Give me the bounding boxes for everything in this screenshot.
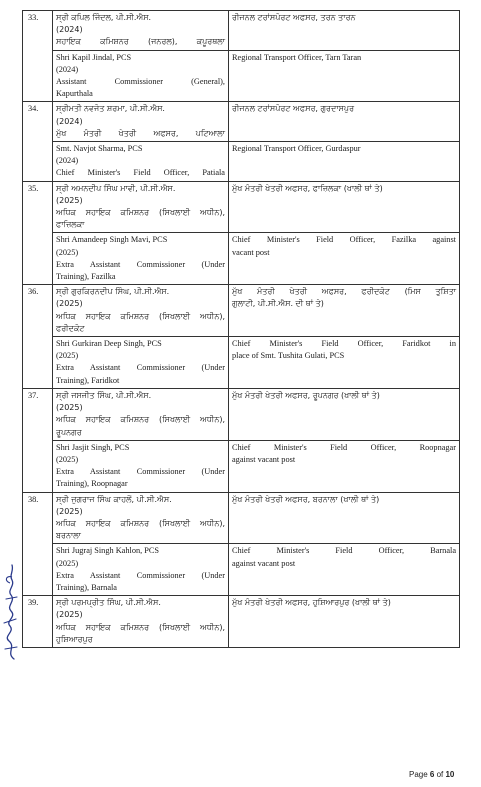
new-posting-punjabi [229, 11, 460, 51]
new-posting-english-line: against vacant post [232, 454, 296, 464]
new-posting-punjabi [229, 285, 460, 337]
officer-name-punjabi-line: ਹੁਸ਼ਿਆਰਪੁਰ [56, 634, 93, 644]
officer-name-punjabi-line: (2024) [56, 116, 83, 126]
officer-name-punjabi [53, 596, 229, 648]
officer-name-punjabi [53, 388, 229, 440]
serial-number: 38. [23, 492, 53, 596]
officer-name-english-line: Shri Gurkiran Deep Singh, PCS [56, 339, 162, 349]
new-posting-english [229, 440, 460, 492]
officer-name-punjabi [53, 285, 229, 337]
new-posting-english-line: Chief Minister's Field Officer, Barnala [232, 546, 456, 556]
officer-name-english [53, 440, 229, 492]
officer-name-english-line: Shri Kapil Jindal, PCS [56, 52, 132, 62]
officer-name-punjabi [53, 11, 229, 51]
new-posting-punjabi-line: ਮੁੱਖ ਮੰਤਰੀ ਖੇਤਰੀ ਅਫਸਰ, ਫਾਜ਼ਿਲਕਾ (ਖਾਲੀ ਥਾਂ ਤੇ) [232, 183, 383, 193]
new-posting-punjabi-line: ਮੁੱਖ ਮੰਤਰੀ ਖੇਤਰੀ ਅਫਸਰ, ਬਰਨਾਲਾ (ਖਾਲੀ ਥਾਂ ਤੇ) [232, 494, 380, 504]
table-row [23, 492, 460, 544]
officer-name-punjabi-line: ਅਧਿਕ ਸਹਾਇਕ ਕਮਿਸ਼ਨਰ (ਸਿਖਲਾਈ ਅਧੀਨ), [56, 208, 225, 218]
table-row [23, 142, 460, 182]
officer-name-punjabi-line: (2025) [56, 506, 83, 516]
new-posting-english [229, 50, 460, 102]
officer-name-english-line: (2025) [56, 247, 79, 257]
new-posting-english-line: Chief Minister's Field Officer, Fazilka against [232, 235, 456, 245]
new-posting-english [229, 233, 460, 285]
officer-name-english-line: (2025) [56, 558, 79, 568]
officer-name-english [53, 50, 229, 102]
new-posting-english [229, 544, 460, 596]
officer-name-english-line: Extra Assistant Commissioner (Under [56, 467, 225, 477]
new-posting-punjabi-line: ਮੁੱਖ ਮੰਤਰੀ ਖੇਤਰੀ ਅਫਸਰ, ਫਰੀਦਕੋਟ (ਮਿਸ ਤੁਸ਼ਿਤਾ [232, 287, 456, 297]
new-posting-punjabi-line: ਰੀਜਨਲ ਟਰਾਂਸਪੋਰਟ ਅਫਸਰ, ਗੁਰਦਾਸਪੁਰ [232, 104, 355, 114]
officer-name-english-line: Training), Barnala [56, 582, 117, 592]
table-row [23, 544, 460, 596]
officer-name-punjabi-line: (2025) [56, 403, 83, 413]
officer-name-english-line: (2025) [56, 454, 79, 464]
serial-number: 36. [23, 285, 53, 389]
new-posting-punjabi-line: ਗੁਲਾਟੀ, ਪੀ.ਸੀ.ਐਸ. ਦੀ ਥਾਂ ਤੇ) [232, 299, 324, 309]
officer-name-english-line: Assistant Commissioner (General), [56, 77, 225, 87]
officer-name-punjabi-line: ਸ੍ਰੀ ਜਸਜੀਤ ਸਿੰਘ, ਪੀ.ਸੀ.ਐਸ. [56, 390, 152, 400]
new-posting-punjabi-line: ਰੀਜਨਲ ਟਰਾਂਸਪੋਰਟ ਅਫਸਰ, ਤਰਨ ਤਾਰਨ [232, 13, 356, 22]
table-row [23, 337, 460, 389]
officer-name-punjabi-line: ਸ੍ਰੀ ਜੁਗਰਾਜ ਸਿੰਘ ਕਾਹਲੋਂ, ਪੀ.ਸੀ.ਐਸ. [56, 494, 172, 504]
table-row [23, 11, 460, 51]
officer-name-english-line: Smt. Navjot Sharma, PCS [56, 144, 143, 154]
officer-name-english-line: Kapurthala [56, 89, 93, 99]
officer-name-english-line: Training), Roopnagar [56, 479, 128, 489]
table-row [23, 181, 460, 233]
officer-name-punjabi-line: ਸ੍ਰੀ ਕਪਿਲ ਜਿੰਦਲ, ਪੀ.ਸੀ.ਐਸ. [56, 13, 152, 22]
officer-name-punjabi-line: ਫਾਜ਼ਿਲਕਾ [56, 220, 85, 230]
officer-name-punjabi-line: ਸ੍ਰੀ ਗੁਰਕਿਰਨਦੀਪ ਸਿੰਘ, ਪੀ.ਸੀ.ਐਸ. [56, 287, 170, 297]
serial-number: 37. [23, 388, 53, 492]
officer-name-english [53, 142, 229, 182]
total-pages: 10 [445, 770, 455, 779]
officer-name-punjabi-line: ਅਧਿਕ ਸਹਾਇਕ ਕਮਿਸ਼ਨਰ (ਸਿਖਲਾਈ ਅਧੀਨ), [56, 622, 225, 632]
officer-name-english-line: Training), Faridkot [56, 375, 120, 385]
table-row [23, 440, 460, 492]
new-posting-english-line: Chief Minister's Field Officer, Roopnagar [232, 442, 456, 452]
officer-name-punjabi [53, 102, 229, 142]
new-posting-punjabi [229, 596, 460, 648]
new-posting-english-line: Regional Transport Officer, Tarn Taran [232, 52, 362, 62]
officer-name-punjabi-line: (2025) [56, 195, 83, 205]
officer-name-english [53, 337, 229, 389]
new-posting-punjabi [229, 492, 460, 544]
officer-name-punjabi-line: ਸਹਾਇਕ ਕਮਿਸ਼ਨਰ (ਜਨਰਲ), ਕਪੂਰਥਲਾ [56, 37, 225, 47]
new-posting-punjabi [229, 181, 460, 233]
officer-name-english-line: Shri Jasjit Singh, PCS [56, 442, 130, 452]
table-row [23, 596, 460, 648]
serial-number: 35. [23, 181, 53, 285]
table-row [23, 233, 460, 285]
new-posting-english [229, 142, 460, 182]
handwritten-signature-icon [0, 553, 22, 663]
table-row [23, 285, 460, 337]
officer-name-punjabi-line: (2024) [56, 25, 83, 35]
officer-name-punjabi [53, 181, 229, 233]
new-posting-english-line: place of Smt. Tushita Gulati, PCS [232, 351, 345, 361]
officer-name-english-line: Shri Jugraj Singh Kahlon, PCS [56, 546, 160, 556]
serial-number: 39. [23, 596, 53, 648]
new-posting-punjabi [229, 102, 460, 142]
officer-name-english-line: (2025) [56, 351, 79, 361]
officer-name-punjabi-line: ਸ੍ਰੀ ਪਰਮਪ੍ਰੀਤ ਸਿੰਘ, ਪੀ.ਸੀ.ਐਸ. [56, 598, 161, 608]
officer-name-english [53, 544, 229, 596]
page-number [409, 770, 454, 779]
table-row [23, 50, 460, 102]
table-row [23, 388, 460, 440]
new-posting-english-line: against vacant post [232, 558, 296, 568]
officer-name-punjabi-line: (2025) [56, 610, 83, 620]
new-posting-english-line: Regional Transport Officer, Gurdaspur [232, 144, 361, 154]
page-prefix: Page [409, 770, 430, 779]
serial-number: 33. [23, 11, 53, 102]
new-posting-english-line: vacant post [232, 247, 270, 257]
new-posting-punjabi-line: ਮੁੱਖ ਮੰਤਰੀ ਖੇਤਰੀ ਅਫਸਰ, ਰੂਪਨਗਰ (ਖਾਲੀ ਥਾਂ ਤੇ) [232, 390, 380, 400]
officer-name-punjabi-line: ਬਰਨਾਲਾ [56, 531, 81, 541]
officer-name-english-line: Chief Minister's Field Officer, Patiala [56, 168, 225, 178]
new-posting-punjabi [229, 388, 460, 440]
officer-name-english [53, 233, 229, 285]
officer-name-punjabi-line: ਸ੍ਰੀਮਤੀ ਨਵਜੋਤ ਸ਼ਰਮਾ, ਪੀ.ਸੀ.ਐਸ. [56, 104, 165, 114]
new-posting-english [229, 337, 460, 389]
officer-name-punjabi-line: ਫਰੀਦਕੋਟ [56, 323, 85, 333]
officer-name-english-line: (2024) [56, 64, 79, 74]
officer-name-punjabi-line: ਸ੍ਰੀ ਅਮਨਦੀਪ ਸਿੰਘ ਮਾਵੀ, ਪੀ.ਸੀ.ਐਸ. [56, 183, 176, 193]
officer-name-punjabi-line: ਅਧਿਕ ਸਹਾਇਕ ਕਮਿਸ਼ਨਰ (ਸਿਖਲਾਈ ਅਧੀਨ), [56, 518, 225, 528]
current-page: 6 [429, 770, 435, 779]
officer-transfer-table [22, 10, 460, 648]
officer-name-english-line: Training), Fazilka [56, 272, 116, 282]
officer-name-punjabi-line: (2025) [56, 299, 83, 309]
officer-name-punjabi-line: ਅਧਿਕ ਸਹਾਇਕ ਕਮਿਸ਼ਨਰ (ਸਿਖਲਾਈ ਅਧੀਨ), [56, 415, 225, 425]
page-of: of [434, 770, 446, 779]
officer-name-punjabi-line: ਮੁੱਖ ਮੰਤਰੀ ਖੇਤਰੀ ਅਫਸਰ, ਪਟਿਆਲਾ [56, 128, 225, 138]
officer-name-punjabi-line: ਰੂਪਨਗਰ [56, 427, 82, 437]
table-row [23, 102, 460, 142]
officer-name-punjabi [53, 492, 229, 544]
officer-name-english-line: Extra Assistant Commissioner (Under [56, 570, 225, 580]
new-posting-english-line: Chief Minister's Field Officer, Faridkot in [232, 339, 456, 349]
serial-number: 34. [23, 102, 53, 181]
officer-name-english-line: Shri Amandeep Singh Mavi, PCS [56, 235, 168, 245]
officer-name-english-line: (2024) [56, 156, 79, 166]
new-posting-punjabi-line: ਮੁੱਖ ਮੰਤਰੀ ਖੇਤਰੀ ਅਫਸਰ, ਹੁਸ਼ਿਆਰਪੁਰ (ਖਾਲੀ ਥਾਂ ਤੇ) [232, 598, 391, 608]
officer-name-english-line: Extra Assistant Commissioner (Under [56, 363, 225, 373]
officer-name-punjabi-line: ਅਧਿਕ ਸਹਾਇਕ ਕਮਿਸ਼ਨਰ (ਸਿਖਲਾਈ ਅਧੀਨ), [56, 311, 225, 321]
officer-name-english-line: Extra Assistant Commissioner (Under [56, 259, 225, 269]
